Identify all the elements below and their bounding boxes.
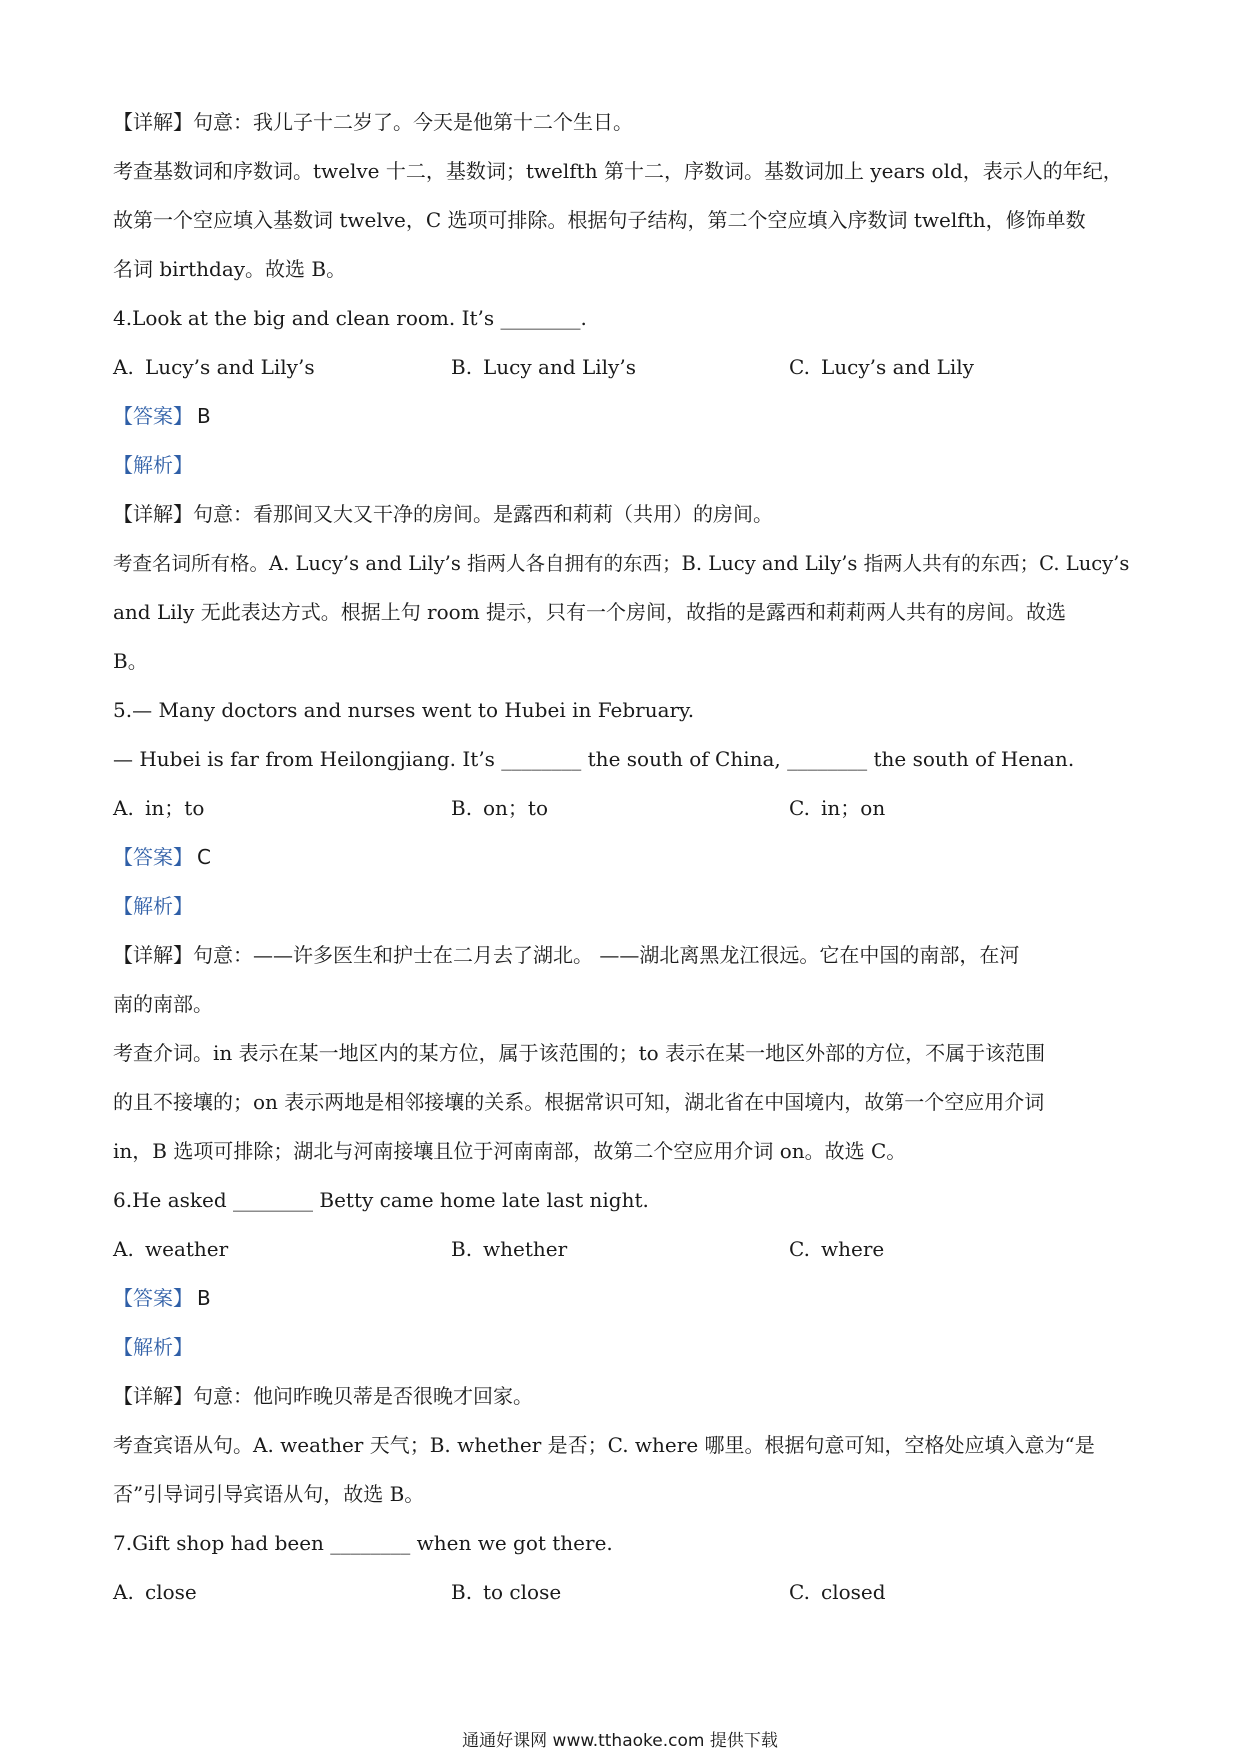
- option-letter: A.: [113, 1580, 134, 1604]
- option-letter: C.: [789, 1580, 810, 1604]
- option-b: [451, 1568, 789, 1617]
- option-c: [789, 1225, 1127, 1274]
- answer-line: [113, 392, 1133, 441]
- detail-tag: 【详解】: [113, 502, 193, 526]
- question-options: [113, 1225, 1133, 1274]
- option-text: in；to: [145, 796, 205, 820]
- question-stem: 5.— Many doctors and nurses went to Hubei in February.: [113, 698, 695, 722]
- option-a: [113, 1225, 451, 1274]
- detail-tag: 【详解】: [113, 1384, 193, 1408]
- option-text: in；on: [821, 796, 886, 820]
- option-letter: C.: [789, 1237, 810, 1261]
- answer-value: B: [197, 1286, 211, 1310]
- option-text: whether: [483, 1237, 568, 1261]
- q3-detail: [113, 98, 1133, 147]
- page-footer: 通通好课网 www.tthaoke.com 提供下载: [462, 1731, 778, 1751]
- analysis-tag: 【解析】: [113, 1335, 193, 1359]
- option-letter: A.: [113, 355, 134, 379]
- option-b: [451, 784, 789, 833]
- option-text: where: [821, 1237, 885, 1261]
- answer-value: C: [197, 845, 211, 869]
- page-content: [113, 98, 1133, 1617]
- option-c: [789, 784, 1127, 833]
- option-text: close: [145, 1580, 197, 1604]
- option-b: [451, 343, 789, 392]
- detail-tag: 【详解】: [113, 110, 193, 134]
- question-stem: 4.Look at the big and clean room. It’s ________.: [113, 306, 587, 330]
- q3-analysis-line: 考查基数词和序数词。twelve 十二，基数词；twelfth 第十二，序数词。基数词加上 years old，表示人的年纪，: [113, 159, 1123, 183]
- q3-analysis-line: 名词 birthday。故选 B。: [113, 257, 347, 281]
- detail-text: 句意：——许多医生和护士在二月去了湖北。 ——湖北离黑龙江很远。它在中国的南部，在河: [193, 943, 1020, 967]
- analysis-line: [113, 441, 1133, 490]
- option-c: [789, 1568, 1127, 1617]
- explain-line: 的且不接壤的；on 表示两地是相邻接壤的关系。根据常识可知，湖北省在中国境内，故第一个空应用介词: [113, 1090, 1045, 1114]
- option-a: [113, 784, 451, 833]
- detail-line: [113, 490, 1133, 539]
- question-options: [113, 1568, 1133, 1617]
- analysis-line: [113, 882, 1133, 931]
- option-text: on；to: [483, 796, 548, 820]
- analysis-tag: 【解析】: [113, 894, 193, 918]
- option-text: weather: [145, 1237, 229, 1261]
- option-a: [113, 1568, 451, 1617]
- detail-line-cont: 南的南部。: [113, 992, 213, 1016]
- detail-text: 句意：看那间又大又干净的房间。是露西和莉莉（共用）的房间。: [193, 502, 773, 526]
- option-letter: B.: [451, 355, 473, 379]
- analysis-tag: 【解析】: [113, 453, 193, 477]
- answer-tag: 【答案】: [113, 404, 193, 428]
- detail-text: 句意：他问昨晚贝蒂是否很晚才回家。: [193, 1384, 533, 1408]
- option-text: Lucy’s and Lily’s: [145, 355, 315, 379]
- question-options: [113, 343, 1133, 392]
- question-stem: 6.He asked ________ Betty came home late last night.: [113, 1188, 649, 1212]
- option-letter: A.: [113, 796, 134, 820]
- explain-line: and Lily 无此表达方式。根据上句 room 提示，只有一个房间，故指的是露西和莉莉两人共有的房间。故选: [113, 600, 1067, 624]
- option-text: Lucy’s and Lily: [821, 355, 974, 379]
- explain-line: 否”引导词引导宾语从句，故选 B。: [113, 1482, 425, 1506]
- option-text: to close: [483, 1580, 562, 1604]
- explain-line: in，B 选项可排除；湖北与河南接壤且位于河南南部，故第二个空应用介词 on。故选 C。: [113, 1139, 907, 1163]
- answer-line: [113, 833, 1133, 882]
- option-letter: C.: [789, 355, 810, 379]
- answer-tag: 【答案】: [113, 1286, 193, 1310]
- detail-text: 句意：我儿子十二岁了。今天是他第十二个生日。: [193, 110, 633, 134]
- answer-value: B: [197, 404, 211, 428]
- answer-line: [113, 1274, 1133, 1323]
- option-text: closed: [821, 1580, 886, 1604]
- option-letter: B.: [451, 1237, 473, 1261]
- question-stem: — Hubei is far from Heilongjiang. It’s ________ the south of China, ________ the south of Henan.: [113, 747, 1075, 771]
- option-c: [789, 343, 1127, 392]
- option-text: Lucy and Lily’s: [483, 355, 636, 379]
- detail-line: [113, 931, 1133, 980]
- q3-analysis-line: 故第一个空应填入基数词 twelve，C 选项可排除。根据句子结构，第二个空应填入序数词 twelfth，修饰单数: [113, 208, 1086, 232]
- answer-tag: 【答案】: [113, 845, 193, 869]
- option-b: [451, 1225, 789, 1274]
- question-options: [113, 784, 1133, 833]
- explain-line: B。: [113, 649, 148, 673]
- detail-tag: 【详解】: [113, 943, 193, 967]
- explain-line: 考查名词所有格。A. Lucy’s and Lily’s 指两人各自拥有的东西；B. Lucy and Lily’s 指两人共有的东西；C. Lucy’s: [113, 552, 1130, 575]
- explain-line: 考查宾语从句。A. weather 天气；B. whether 是否；C. where 哪里。根据句意可知，空格处应填入意为“是: [113, 1433, 1095, 1457]
- analysis-line: [113, 1323, 1133, 1372]
- question-stem: 7.Gift shop had been ________ when we got there.: [113, 1531, 613, 1555]
- option-letter: C.: [789, 796, 810, 820]
- option-letter: B.: [451, 796, 473, 820]
- option-letter: B.: [451, 1580, 473, 1604]
- option-a: [113, 343, 451, 392]
- option-letter: A.: [113, 1237, 134, 1261]
- explain-line: 考查介词。in 表示在某一地区内的某方位，属于该范围的；to 表示在某一地区外部的方位，不属于该范围: [113, 1041, 1046, 1065]
- detail-line: [113, 1372, 1133, 1421]
